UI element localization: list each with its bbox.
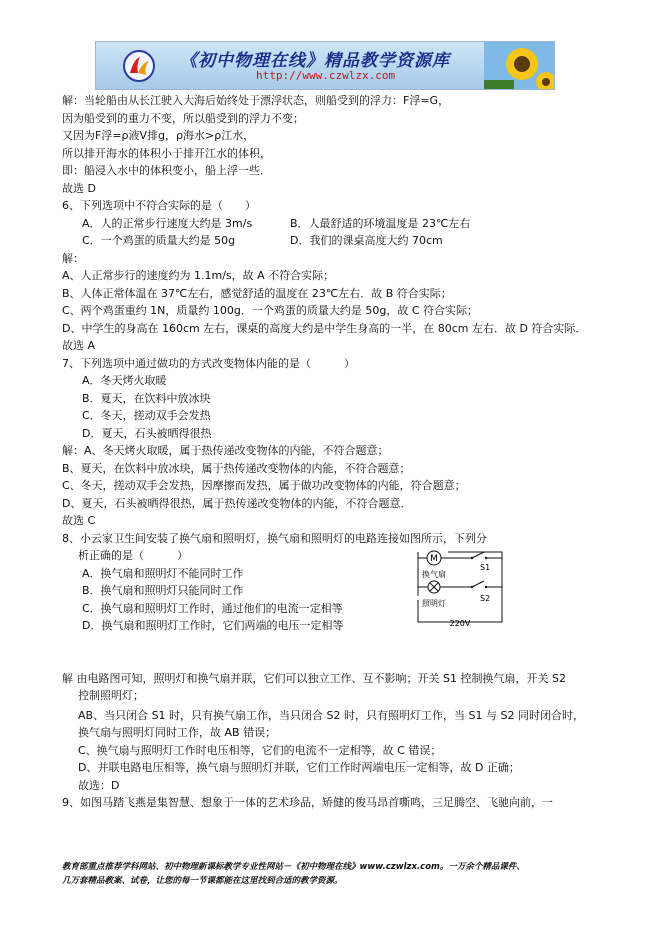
- text-line: 解 由电路图可知，照明灯和换气扇并联，它们可以独立工作、互不影响；开关 S1 控制换气扇，开关 S2: [62, 671, 566, 685]
- text-line: C、两个鸡蛋重约 1N，质量约 100g．一个鸡蛋的质量大约是 50g，故 C 符合实际；: [62, 304, 479, 317]
- option-d: D．我们的课桌高度大约 70cm: [290, 234, 443, 247]
- text-line: 故选 C: [62, 514, 96, 527]
- spacer: [62, 635, 622, 670]
- sunflower-image: [484, 42, 554, 89]
- text-line: 解：当轮船由从长江驶入大海后始终处于漂浮状态，则船受到的浮力：F浮=G，: [62, 94, 450, 107]
- text-line: D、并联电路电压相等，换气扇与照明灯并联，它们工作时两端电压一定相等，故 D 正确；: [78, 761, 520, 774]
- option-d: D．夏天，石头被晒得很热: [82, 426, 212, 440]
- text-line: 又因为F浮=ρ液V排g，ρ海水>ρ江水，: [62, 129, 255, 142]
- text-line: AB、当只闭合 S1 时，只有换气扇工作，当只闭合 S2 时，只有照明灯工作，当 S1 与 S2 同时闭合时，: [78, 708, 584, 722]
- option-b: B．换气扇和照明灯只能同时工作: [82, 584, 244, 597]
- text-line: B、夏天，在饮料中放冰块，属于热传递改变物体的内能，不符合题意；: [62, 461, 411, 475]
- motor-symbol: M: [430, 554, 438, 564]
- text-line: 解：: [62, 251, 84, 265]
- footer-line-1: 教育部重点推荐学科网站、初中物理新课标教学专业性网站－《初中物理在线》www.czwlzx.com。一万余个精品课件、: [62, 862, 525, 872]
- options-row: [62, 215, 622, 233]
- switch-s1-label: S1: [480, 563, 491, 572]
- option-a: A．换气扇和照明灯不能同时工作: [82, 566, 244, 580]
- option-a: A．冬天烤火取暖: [82, 374, 167, 387]
- text-line: D、夏天，石头被晒得很热，属于热传递改变物体的内能，不符合题意．: [62, 496, 412, 510]
- question-9: 9、如图马踏飞燕是集智慧、想象于一体的艺术珍品，矫健的俊马昂首嘶鸣，三足腾空、飞驰向前，一: [62, 796, 553, 809]
- banner-url[interactable]: http://www.czwlzx.com: [256, 69, 396, 82]
- option-b: B．夏天，在饮料中放冰块: [82, 391, 211, 405]
- circuit-diagram: [410, 548, 510, 630]
- option-c: C．换气扇和照明灯工作时，通过他们的电流一定相等: [82, 601, 343, 615]
- document-body: [62, 92, 622, 812]
- voltage-label: 220V: [449, 619, 471, 628]
- text-line: 即：船浸入水中的体积变小，船上浮一些．: [62, 164, 271, 177]
- header-banner: [95, 41, 555, 90]
- banner-title: 《初中物理在线》精品教学资源库: [180, 51, 450, 71]
- fan-label: 换气扇: [422, 570, 446, 579]
- option-b: B．人最舒适的环境温度是 23℃左右: [290, 216, 471, 230]
- text-line: 换气扇与照明灯同时工作，故 AB 错误；: [78, 726, 277, 739]
- text-line: 解：A、冬天烤火取暖，属于热传递改变物体的内能，不符合题意；: [62, 444, 389, 457]
- question-7: 7、下列选项中通过做功的方式改变物体内能的是（ ）: [62, 356, 355, 370]
- text-line: B、人体正常体温在 37℃左右，感觉舒适的温度在 23℃左右．故 B 符合实际；: [62, 286, 452, 300]
- option-a: A．人的正常步行速度大约是 3m/s: [82, 216, 253, 230]
- question-6: 6、下列选项中不符合实际的是（ ）: [62, 199, 256, 212]
- text-line: 故选：D: [78, 778, 120, 792]
- page-footer: [62, 860, 622, 888]
- lamp-label: 照明灯: [422, 599, 446, 608]
- switch-s2-icon: [472, 581, 484, 587]
- text-line: C、冬天，搓动双手会发热，因摩擦而发热，属于做功改变物体的内能，符合题意；: [62, 479, 466, 492]
- text-line: C、换气扇与照明灯工作时电压相等，它们的电流不一定相等，故 C 错误；: [78, 743, 442, 757]
- text-line: 因为船受到的重力不变，所以船受到的浮力不变；: [62, 111, 304, 125]
- option-c: C．冬天，搓动双手会发热: [82, 409, 211, 422]
- text-line: 故选 A: [62, 339, 96, 352]
- switch-s1-icon: [472, 552, 484, 558]
- switch-s2-label: S2: [480, 594, 491, 603]
- text-line: 故选 D: [62, 181, 96, 195]
- footer-line-2: 几万套精品教案、试卷，让您的每一节课都能在这里找到合适的教学资源。: [62, 876, 343, 886]
- text-line: A、人正常步行的速度约为 1.1m/s，故 A 不符合实际；: [62, 269, 335, 282]
- question-8: 8、小云家卫生间安装了换气扇和照明灯，换气扇和照明灯的电路连接如图所示，下列分: [62, 531, 487, 545]
- text-line: 析正确的是（ ）: [78, 549, 188, 562]
- text-line: 所以排开海水的体积小于排开江水的体积，: [62, 146, 271, 160]
- text-line: D、中学生的身高在 160cm 左右，课桌的高度大约是中学生身高的一半，在 80cm 左右．故 D 符合实际．: [62, 321, 587, 335]
- text-line: 控制照明灯；: [78, 689, 144, 702]
- option-c: C．一个鸡蛋的质量大约是 50g: [82, 234, 236, 247]
- options-row: [62, 232, 622, 250]
- option-d: D．换气扇和照明灯工作时，它们两端的电压一定相等: [82, 619, 344, 632]
- site-logo: [122, 49, 156, 83]
